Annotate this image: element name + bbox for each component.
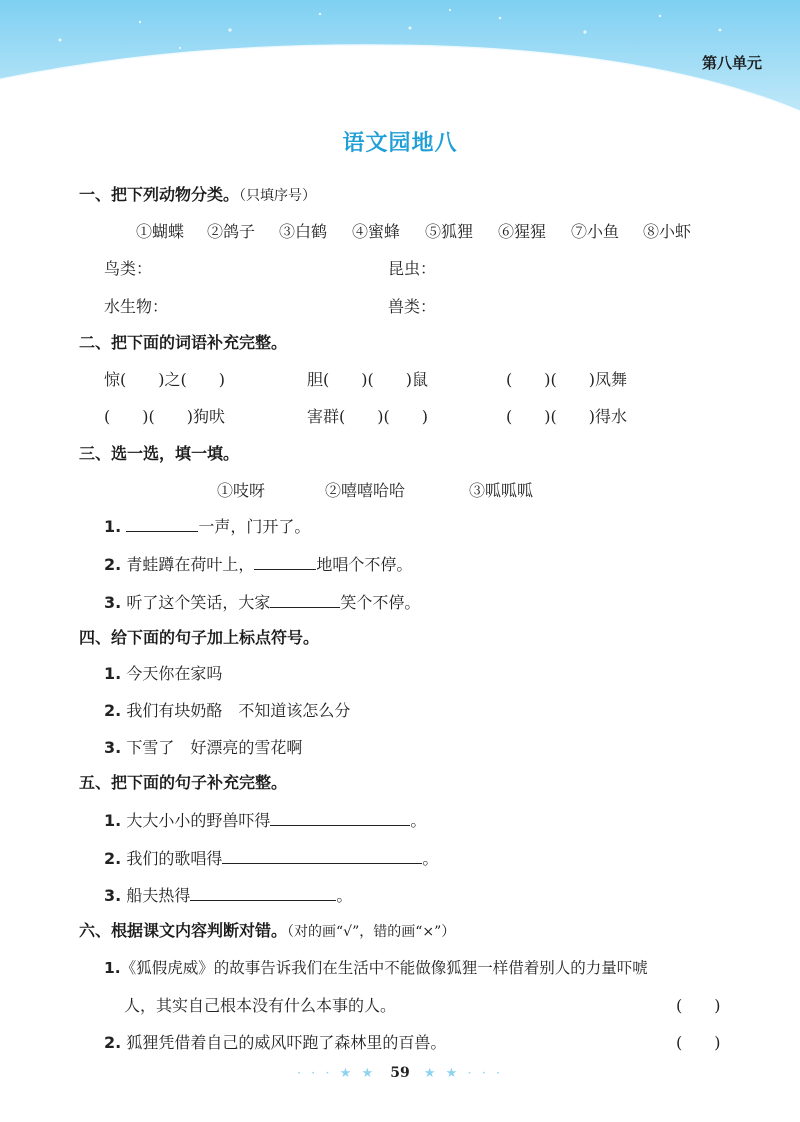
category-beasts: 兽类： — [388, 297, 437, 316]
question-text: 一声，门开了。 — [198, 517, 311, 536]
question-number: 1. — [104, 664, 122, 683]
question-text: 青蛙蹲在荷叶上， — [126, 555, 255, 574]
question-number: 3. — [104, 886, 122, 905]
question-number: 2. — [104, 1033, 122, 1052]
animal-option: ⑥猩猩 — [498, 222, 547, 241]
animal-option: ③白鹤 — [279, 222, 328, 241]
section-1-note: （只填序号） — [239, 188, 317, 204]
section-6-note: （对的画“√”，错的画“×”） — [287, 924, 456, 940]
s3-question-1 — [104, 514, 310, 537]
animal-option: ⑦小鱼 — [571, 222, 620, 241]
animal-option: ⑧小虾 — [643, 222, 692, 241]
question-text: 。 — [336, 886, 353, 905]
animal-option: ②鸽子 — [207, 222, 256, 241]
idiom-item: ( )( )狗吠 — [104, 407, 225, 426]
question-text: 地唱个不停。 — [316, 555, 413, 574]
animal-option: ①蝴蝶 — [136, 222, 185, 241]
word-option: ③呱呱呱 — [469, 481, 534, 500]
judgement-answer-box[interactable]: ( ) — [676, 996, 721, 1015]
animal-option: ④蜜蜂 — [352, 222, 401, 241]
answer-blank[interactable] — [190, 886, 336, 901]
section-6-heading — [79, 918, 455, 941]
s3-question-2 — [104, 552, 412, 575]
s5-question-2 — [104, 846, 438, 869]
s5-question-3 — [104, 883, 352, 906]
section-2-heading: 二、把下面的词语补充完整。 — [79, 333, 288, 352]
s4-question-1 — [104, 661, 222, 684]
question-number: 2. — [104, 849, 122, 868]
s5-question-1 — [104, 808, 426, 831]
section-5-heading: 五、把下面的句子补充完整。 — [79, 773, 288, 792]
category-birds: 鸟类： — [104, 259, 153, 278]
s3-question-3 — [104, 590, 420, 613]
section-1-title: 一、把下列动物分类。 — [79, 185, 240, 204]
question-text: 今天你在家吗 — [126, 664, 223, 683]
s6-question-1-line-2: 人，其实自己根本没有什么本事的人。 — [124, 996, 397, 1015]
idiom-item: ( )( )凤舞 — [506, 370, 627, 389]
question-text: 狐狸凭借着自己的威风吓跑了森林里的百兽。 — [126, 1033, 447, 1052]
question-number: 2. — [104, 555, 122, 574]
question-text: 听了这个笑话，大家 — [126, 593, 271, 612]
s6-question-2 — [104, 1030, 446, 1053]
category-insects: 昆虫： — [388, 259, 437, 278]
s4-question-2 — [104, 698, 350, 721]
section-3-heading: 三、选一选，填一填。 — [79, 444, 240, 463]
section-1-heading — [79, 182, 316, 205]
star-decoration-icon: ★ ★ · · · — [423, 1066, 504, 1081]
question-text: 《狐假虎威》的故事告诉我们在生活中不能做像狐狸一样借着别人的力量吓唬 — [120, 959, 648, 977]
question-text: 笑个不停。 — [340, 593, 421, 612]
star-decoration-icon: · · · ★ ★ — [296, 1066, 377, 1081]
question-number: 2. — [104, 701, 122, 720]
answer-blank[interactable] — [126, 517, 198, 532]
answer-blank[interactable] — [270, 811, 410, 826]
page-number: 59 — [390, 1065, 410, 1081]
unit-label: 第八单元 — [701, 54, 762, 72]
judgement-answer-box[interactable]: ( ) — [676, 1033, 721, 1052]
idiom-item: 害群( )( ) — [307, 407, 428, 426]
page-footer — [0, 1065, 800, 1081]
category-aquatic: 水生物： — [104, 297, 169, 316]
s6-question-1-line-1 — [104, 956, 648, 978]
section-4-heading: 四、给下面的句子加上标点符号。 — [79, 628, 320, 647]
word-option: ①吱呀 — [217, 481, 266, 500]
question-number: 3. — [104, 593, 122, 612]
idiom-item: 胆( )( )鼠 — [307, 370, 428, 389]
section-6-title: 六、根据课文内容判断对错。 — [79, 921, 288, 940]
question-number: 1. — [104, 959, 121, 977]
animal-option: ⑤狐狸 — [425, 222, 474, 241]
question-text: 我们有块奶酪 不知道该怎么分 — [126, 701, 351, 720]
answer-blank[interactable] — [222, 849, 422, 864]
question-text: 大大小小的野兽吓得 — [126, 811, 271, 830]
question-text: 。 — [410, 811, 427, 830]
word-option: ②嘻嘻哈哈 — [325, 481, 406, 500]
question-number: 1. — [104, 517, 122, 536]
page-title: 语文园地八 — [342, 131, 458, 156]
answer-blank[interactable] — [254, 555, 316, 570]
idiom-item: 惊( )之( ) — [104, 370, 225, 389]
s4-question-3 — [104, 735, 302, 758]
answer-blank[interactable] — [270, 593, 340, 608]
idiom-item: ( )( )得水 — [506, 407, 627, 426]
question-text: 下雪了 好漂亮的雪花啊 — [126, 738, 303, 757]
question-text: 我们的歌唱得 — [126, 849, 223, 868]
question-text: 。 — [422, 849, 439, 868]
question-number: 3. — [104, 738, 122, 757]
question-text: 船夫热得 — [126, 886, 191, 905]
question-number: 1. — [104, 811, 122, 830]
header-banner — [0, 0, 800, 120]
